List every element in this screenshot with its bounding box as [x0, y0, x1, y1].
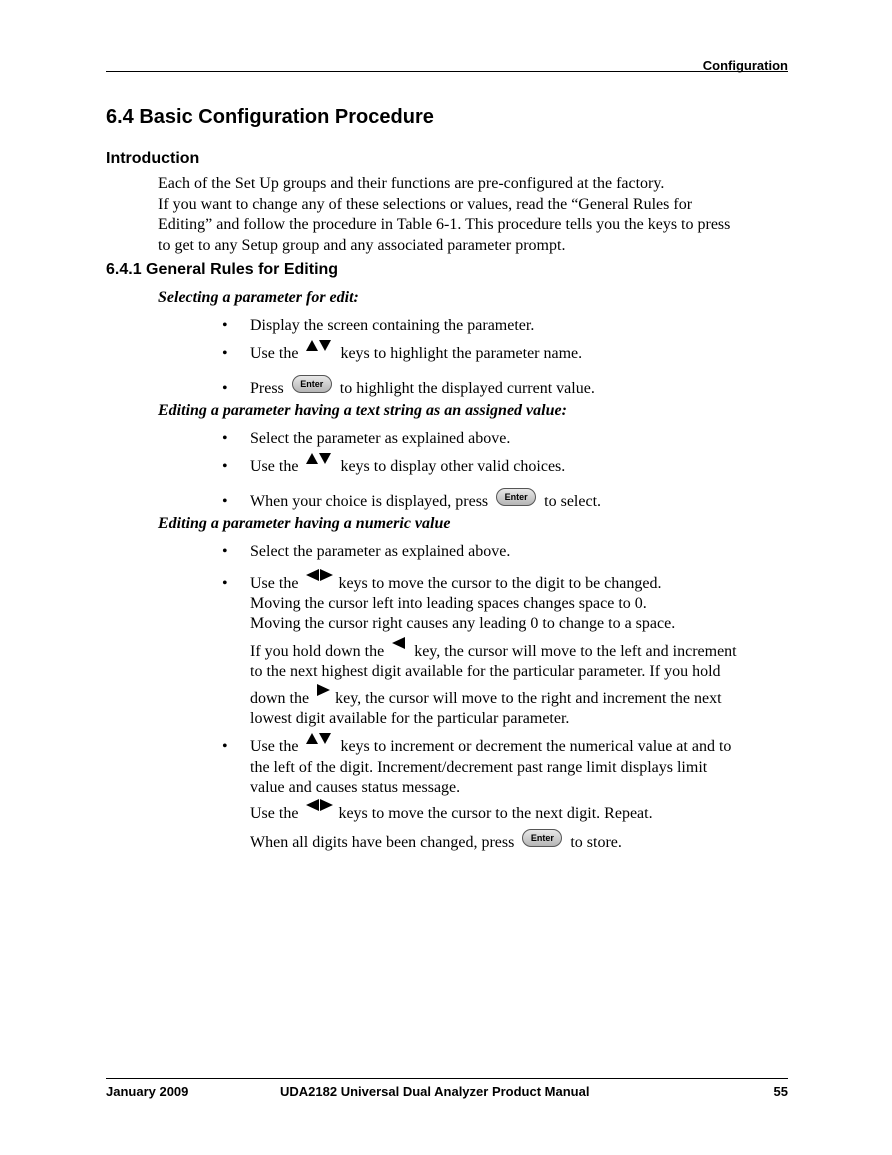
left-arrow-icon: [306, 799, 319, 811]
bullet-icon: •: [222, 380, 228, 397]
left-key: [392, 637, 406, 659]
enter-key-icon: Enter: [496, 488, 536, 506]
up-arrow-icon: [306, 453, 318, 464]
right-key: [317, 684, 331, 706]
bullet-icon: •: [222, 543, 228, 560]
select-param-label: Selecting a parameter for edit:: [158, 289, 359, 306]
subsection-heading: 6.4.1 General Rules for Editing: [106, 261, 339, 278]
footer-rule: [106, 1078, 788, 1079]
up-down-keys: [306, 340, 332, 360]
footer-date: January 2009: [106, 1084, 189, 1099]
left-arrow-icon: [306, 569, 319, 581]
up-arrow-icon: [306, 340, 318, 351]
intro-heading: Introduction: [106, 150, 200, 167]
text-line: value and causes status message.: [250, 779, 461, 796]
left-arrow-icon: [392, 637, 405, 649]
down-arrow-icon: [319, 340, 331, 351]
list-item: • Use the keys to display other valid choices.: [222, 457, 565, 477]
page-number: 55: [773, 1084, 788, 1099]
text-line: the left of the digit. Increment/decrement past range limit displays limit: [250, 759, 708, 776]
list-item: • Display the screen containing the parameter.: [222, 317, 535, 334]
left-right-keys: [306, 799, 334, 821]
list-item: • Use the keys to increment or decrement the numerical value at and to: [222, 737, 731, 757]
running-header: Configuration: [702, 58, 788, 73]
list-item: • Press Enter to highlight the displayed current value.: [222, 375, 595, 399]
list-item: • Use the keys to highlight the parameter name.: [222, 344, 582, 364]
footer-manual-title: UDA2182 Universal Dual Analyzer Product Manual: [280, 1084, 590, 1099]
down-arrow-icon: [319, 453, 331, 464]
bullet-icon: •: [222, 345, 228, 362]
intro-line: Editing” and follow the procedure in Table 6-1. This procedure tells you the keys to press: [158, 216, 731, 233]
intro-line: Each of the Set Up groups and their functions are pre-configured at the factory.: [158, 175, 665, 192]
enter-key-icon: Enter: [292, 375, 332, 393]
bullet-icon: •: [222, 738, 228, 755]
section-heading: 6.4 Basic Configuration Procedure: [106, 106, 434, 128]
list-item: • Select the parameter as explained above.: [222, 543, 511, 560]
right-arrow-icon: [317, 684, 330, 696]
left-right-keys: [306, 569, 334, 590]
bullet-icon: •: [222, 575, 228, 592]
bullet-icon: •: [222, 493, 228, 510]
enter-key-icon: Enter: [522, 829, 562, 847]
text-line: Moving the cursor left into leading spaces changes space to 0.: [250, 595, 647, 612]
header-rule: [106, 71, 788, 72]
right-arrow-icon: [320, 799, 333, 811]
text-line: Moving the cursor right causes any leading 0 to change to a space.: [250, 615, 676, 632]
intro-paragraph: [158, 174, 798, 256]
bullet-icon: •: [222, 430, 228, 447]
right-arrow-icon: [320, 569, 333, 581]
up-down-keys: [306, 733, 332, 753]
list-item: • Use the keys to move the cursor to the digit to be changed.: [222, 573, 661, 594]
list-item: • Select the parameter as explained above.: [222, 430, 511, 447]
text-line: Use the keys to move the cursor to the next digit. Repeat.: [250, 803, 653, 825]
text-line: lowest digit available for the particular parameter.: [250, 710, 570, 727]
list-item: • When your choice is displayed, press Enter to select.: [222, 488, 601, 512]
text-line: When all digits have been changed, press Enter to store.: [250, 829, 622, 854]
text-line: down the key, the cursor will move to the right and increment the next: [250, 688, 722, 710]
text-line: to the next highest digit available for the particular parameter. If you hold: [250, 663, 721, 680]
numeric-param-label: Editing a parameter having a numeric value: [158, 515, 451, 532]
bullet-icon: •: [222, 317, 228, 334]
text-param-label: Editing a parameter having a text string as an assigned value:: [158, 402, 567, 419]
bullet-icon: •: [222, 458, 228, 475]
intro-line: If you want to change any of these selections or values, read the “General Rules for: [158, 195, 693, 213]
intro-line: to get to any Setup group and any associated parameter prompt.: [158, 236, 566, 254]
text-line: If you hold down the key, the cursor will move to the left and increment: [250, 641, 737, 663]
up-down-keys: [306, 453, 332, 473]
up-arrow-icon: [306, 733, 318, 744]
down-arrow-icon: [319, 733, 331, 744]
